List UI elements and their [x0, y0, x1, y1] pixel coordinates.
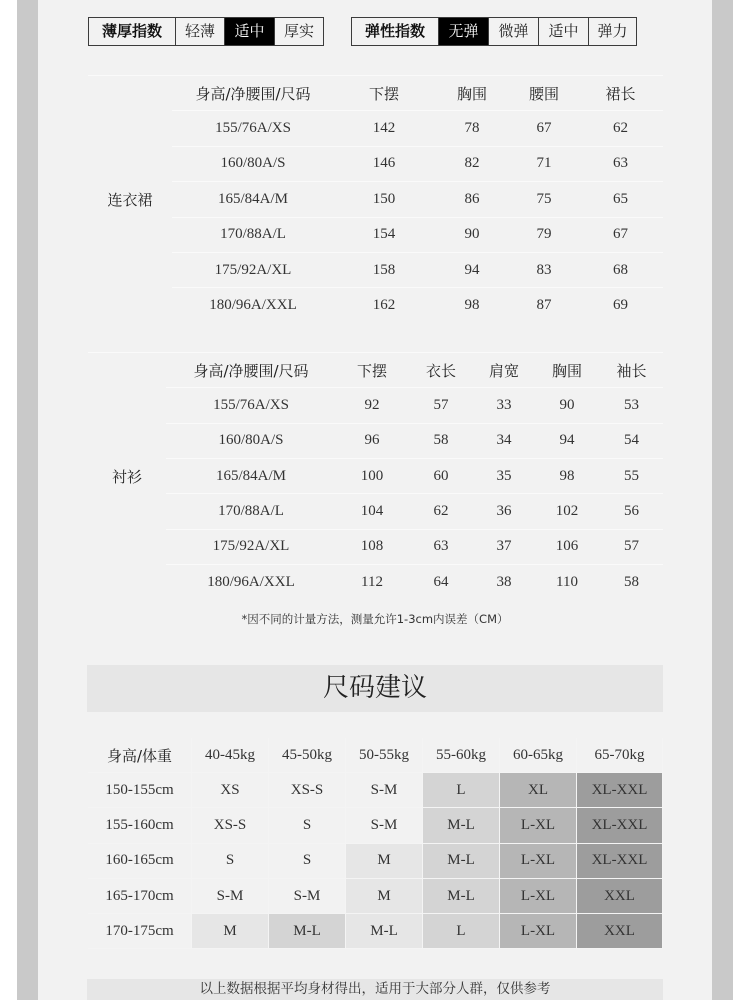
elasticity-option: 微弹	[488, 18, 538, 45]
shirt-measurement-cell: 33	[474, 387, 534, 422]
left-side-border	[17, 0, 38, 1000]
recommended-size-cell: L-XL	[500, 914, 577, 949]
height-row-header: 150-155cm	[88, 773, 192, 808]
elasticity-index	[351, 17, 637, 46]
dress-column-header: 腰围	[510, 75, 578, 110]
shirt-column-header: 下摆	[336, 352, 408, 387]
shirt-size-cell: 170/88A/L	[166, 493, 336, 528]
shirt-size-cell: 155/76A/XS	[166, 387, 336, 422]
dress-measurement-cell: 83	[510, 252, 578, 287]
recommended-size-cell: XL-XXL	[577, 844, 663, 879]
shirt-column-header: 胸围	[534, 352, 600, 387]
elasticity-option: 无弹	[438, 18, 488, 45]
recommended-size-cell: L	[423, 914, 500, 949]
shirt-category-label: 衬衫	[88, 352, 166, 599]
shirt-measurement-cell: 37	[474, 529, 534, 564]
thickness-index	[88, 17, 324, 46]
thickness-index-label: 薄厚指数	[101, 22, 162, 40]
shirt-measurement-cell: 57	[600, 529, 663, 564]
elasticity-index-label: 弹性指数	[364, 22, 425, 40]
dress-measurement-cell: 67	[578, 217, 663, 252]
shirt-measurement-cell: 104	[336, 493, 408, 528]
recommended-size-cell: XS	[192, 773, 269, 808]
height-row-header: 160-165cm	[88, 844, 192, 879]
recommended-size-cell: L	[423, 773, 500, 808]
shirt-measurement-cell: 35	[474, 458, 534, 493]
shirt-measurement-cell: 100	[336, 458, 408, 493]
shirt-measurement-cell: 38	[474, 564, 534, 599]
thickness-option: 轻薄	[175, 18, 224, 45]
recommended-size-cell: M-L	[423, 844, 500, 879]
recommended-size-cell: M-L	[423, 879, 500, 914]
dress-column-header: 裙长	[578, 75, 663, 110]
shirt-measurement-cell: 94	[534, 423, 600, 458]
dress-measurement-cell: 62	[578, 110, 663, 145]
shirt-measurement-cell: 36	[474, 493, 534, 528]
height-row-header: 155-160cm	[88, 808, 192, 843]
shirt-size-cell: 175/92A/XL	[166, 529, 336, 564]
recommended-size-cell: S-M	[269, 879, 346, 914]
dress-column-header: 下摆	[334, 75, 434, 110]
shirt-measurement-cell: 98	[534, 458, 600, 493]
weight-column-header: 45-50kg	[269, 738, 346, 773]
shirt-measurement-cell: 55	[600, 458, 663, 493]
dress-size-table	[88, 75, 663, 323]
dress-measurement-cell: 87	[510, 287, 578, 322]
recommended-size-cell: M-L	[346, 914, 423, 949]
shirt-measurement-cell: 54	[600, 423, 663, 458]
shirt-measurement-cell: 112	[336, 564, 408, 599]
dress-category-label: 连衣裙	[88, 75, 172, 323]
recommended-size-cell: XL-XXL	[577, 808, 663, 843]
shirt-column-header: 衣长	[408, 352, 474, 387]
dress-measurement-cell: 69	[578, 287, 663, 322]
dress-column-header: 身高/净腰围/尺码	[172, 75, 334, 110]
recommended-size-cell: L-XL	[500, 879, 577, 914]
recommended-size-cell: S-M	[192, 879, 269, 914]
recommended-size-cell: XS-S	[192, 808, 269, 843]
shirt-column-header: 身高/净腰围/尺码	[166, 352, 336, 387]
dress-size-cell: 180/96A/XXL	[172, 287, 334, 322]
recommended-size-cell: L-XL	[500, 808, 577, 843]
recommended-size-cell: S	[269, 808, 346, 843]
dress-column-header: 胸围	[434, 75, 510, 110]
recommended-size-cell: S	[269, 844, 346, 879]
shirt-measurement-cell: 58	[408, 423, 474, 458]
shirt-measurement-cell: 53	[600, 387, 663, 422]
size-advice-table	[88, 738, 663, 949]
dress-measurement-cell: 86	[434, 181, 510, 216]
dress-measurement-cell: 75	[510, 181, 578, 216]
height-row-header: 165-170cm	[88, 879, 192, 914]
size-advice-corner-header: 身高/体重	[88, 738, 192, 773]
shirt-column-header: 肩宽	[474, 352, 534, 387]
shirt-measurement-cell: 62	[408, 493, 474, 528]
recommended-size-cell: XXL	[577, 879, 663, 914]
dress-measurement-cell: 63	[578, 146, 663, 181]
elasticity-option: 弹力	[588, 18, 636, 45]
thickness-option: 适中	[224, 18, 274, 45]
recommended-size-cell: M-L	[269, 914, 346, 949]
recommended-size-cell: S	[192, 844, 269, 879]
recommended-size-cell: M	[346, 879, 423, 914]
recommended-size-cell: XXL	[577, 914, 663, 949]
shirt-size-cell: 180/96A/XXL	[166, 564, 336, 599]
recommended-size-cell: M	[346, 844, 423, 879]
recommended-size-cell: XL	[500, 773, 577, 808]
dress-size-cell: 160/80A/S	[172, 146, 334, 181]
shirt-measurement-cell: 106	[534, 529, 600, 564]
dress-measurement-cell: 65	[578, 181, 663, 216]
dress-size-cell: 170/88A/L	[172, 217, 334, 252]
shirt-measurement-cell: 58	[600, 564, 663, 599]
dress-measurement-cell: 79	[510, 217, 578, 252]
dress-measurement-cell: 158	[334, 252, 434, 287]
shirt-measurement-cell: 102	[534, 493, 600, 528]
shirt-measurement-cell: 96	[336, 423, 408, 458]
recommended-size-cell: M-L	[423, 808, 500, 843]
recommended-size-cell: S-M	[346, 773, 423, 808]
dress-measurement-cell: 90	[434, 217, 510, 252]
size-advice-title: 尺码建议	[87, 665, 663, 712]
dress-measurement-cell: 142	[334, 110, 434, 145]
weight-column-header: 50-55kg	[346, 738, 423, 773]
height-row-header: 170-175cm	[88, 914, 192, 949]
thickness-option: 厚实	[274, 18, 323, 45]
shirt-size-cell: 160/80A/S	[166, 423, 336, 458]
recommended-size-cell: S-M	[346, 808, 423, 843]
dress-measurement-cell: 154	[334, 217, 434, 252]
elasticity-option: 适中	[538, 18, 588, 45]
right-side-border	[712, 0, 733, 1000]
dress-measurement-cell: 68	[578, 252, 663, 287]
dress-measurement-cell: 71	[510, 146, 578, 181]
shirt-column-header: 袖长	[600, 352, 663, 387]
dress-measurement-cell: 98	[434, 287, 510, 322]
shirt-measurement-cell: 64	[408, 564, 474, 599]
recommended-size-cell: L-XL	[500, 844, 577, 879]
shirt-measurement-cell: 63	[408, 529, 474, 564]
dress-measurement-cell: 67	[510, 110, 578, 145]
weight-column-header: 60-65kg	[500, 738, 577, 773]
recommended-size-cell: M	[192, 914, 269, 949]
measurement-note: *因不同的计量方法，测量允许1-3cm内误差（CM）	[241, 612, 509, 626]
dress-size-cell: 175/92A/XL	[172, 252, 334, 287]
shirt-measurement-cell: 57	[408, 387, 474, 422]
shirt-measurement-cell: 108	[336, 529, 408, 564]
weight-column-header: 55-60kg	[423, 738, 500, 773]
footer-note-band	[87, 979, 663, 1000]
dress-size-cell: 155/76A/XS	[172, 110, 334, 145]
shirt-size-cell: 165/84A/M	[166, 458, 336, 493]
shirt-size-table	[88, 352, 663, 599]
weight-column-header: 40-45kg	[192, 738, 269, 773]
shirt-measurement-cell: 92	[336, 387, 408, 422]
dress-measurement-cell: 146	[334, 146, 434, 181]
footer-note: 以上数据根据平均身材得出，适用于大部分人群，仅供参考	[199, 981, 551, 997]
weight-column-header: 65-70kg	[577, 738, 663, 773]
shirt-measurement-cell: 34	[474, 423, 534, 458]
shirt-measurement-cell: 110	[534, 564, 600, 599]
recommended-size-cell: XL-XXL	[577, 773, 663, 808]
dress-measurement-cell: 162	[334, 287, 434, 322]
dress-measurement-cell: 94	[434, 252, 510, 287]
shirt-measurement-cell: 56	[600, 493, 663, 528]
dress-size-cell: 165/84A/M	[172, 181, 334, 216]
dress-measurement-cell: 150	[334, 181, 434, 216]
dress-measurement-cell: 82	[434, 146, 510, 181]
recommended-size-cell: XS-S	[269, 773, 346, 808]
shirt-measurement-cell: 60	[408, 458, 474, 493]
shirt-measurement-cell: 90	[534, 387, 600, 422]
dress-measurement-cell: 78	[434, 110, 510, 145]
